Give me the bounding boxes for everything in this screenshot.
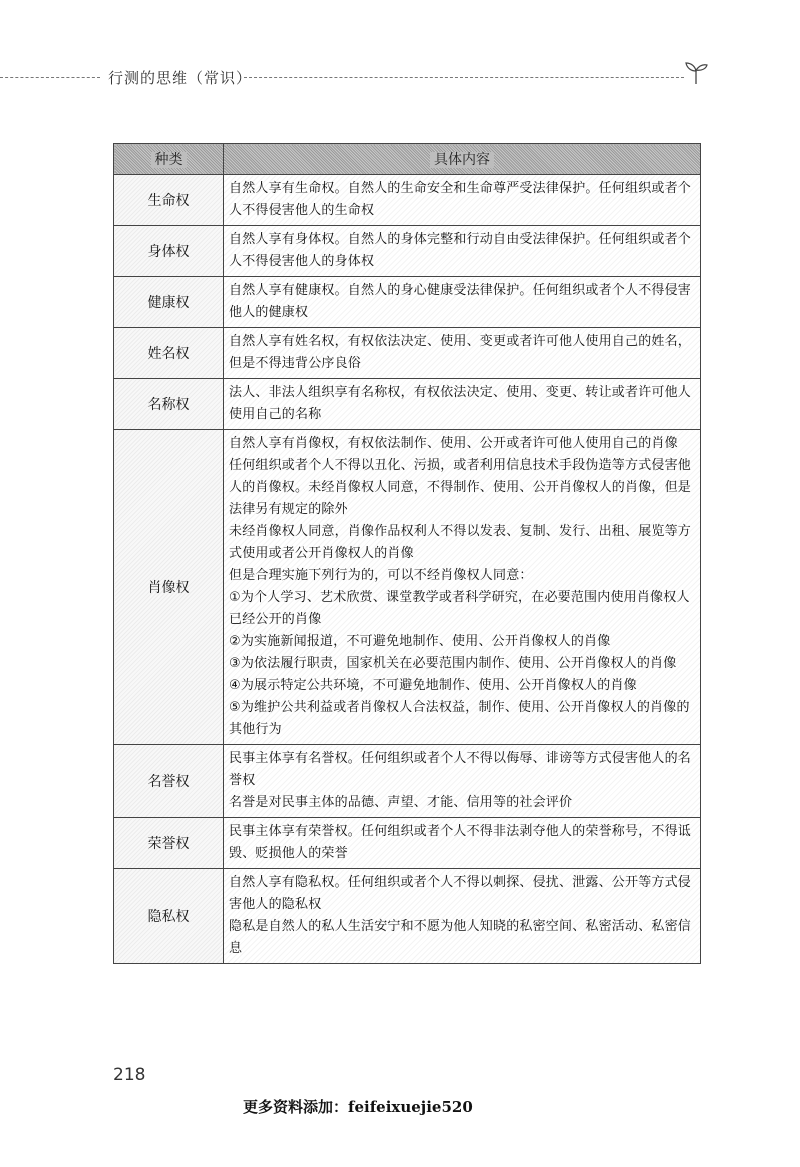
table-row [114,869,701,964]
content-paragraph: 名誉是对民事主体的品德、声望、才能、信用等的社会评价 [229,795,573,810]
page-header [0,58,800,88]
table-row [114,277,701,328]
table-row [114,328,701,379]
right-content-cell [224,379,701,430]
content-paragraph: ⑤为维护公共利益或者肖像权人合法权益，制作、使用、公开肖像权人的肖像的其他行为 [229,700,690,737]
content-paragraph: 自然人享有肖像权，有权依法制作、使用、公开或者许可他人使用自己的肖像 [229,436,678,451]
header-title: 行测的思维（常识） [108,69,253,87]
content-paragraph: 但是合理实施下列行为的，可以不经肖像权人同意： [229,568,533,583]
content-paragraph: 自然人享有身体权。自然人的身体完整和行动自由受法律保护。任何组织或者个人不得侵害他人的身体权 [229,232,692,269]
right-content-cell [224,818,701,869]
table-row [114,175,701,226]
right-kind-cell: 名誉权 [114,745,224,818]
right-content-cell [224,745,701,818]
content-paragraph: ①为个人学习、艺术欣赏、课堂教学或者科学研究，在必要范围内使用肖像权人已经公开的肖像 [229,590,690,627]
table-row [114,226,701,277]
right-kind-cell: 肖像权 [114,430,224,745]
content-paragraph: 法人、非法人组织享有名称权，有权依法决定、使用、变更、转让或者许可他人使用自己的名称 [229,385,692,422]
content-paragraph: 民事主体享有荣誉权。任何组织或者个人不得非法剥夺他人的荣誉称号，不得诋毁、贬损他人的荣誉 [229,824,692,861]
right-kind-cell: 名称权 [114,379,224,430]
table-row [114,818,701,869]
content-paragraph: ④为展示特定公共环境，不可避免地制作、使用、公开肖像权人的肖像 [229,678,637,693]
content-paragraph: 自然人享有隐私权。任何组织或者个人不得以刺探、侵扰、泄露、公开等方式侵害他人的隐私权 [229,875,692,912]
page-number: 218 [113,1065,146,1085]
content-paragraph: 民事主体享有名誉权。任何组织或者个人不得以侮辱、诽谤等方式侵害他人的名誉权 [229,751,692,788]
content-paragraph: 自然人享有姓名权，有权依法决定、使用、变更或者许可他人使用自己的姓名，但是不得违背公序良俗 [229,334,692,371]
content-paragraph: 隐私是自然人的私人生活安宁和不愿为他人知晓的私密空间、私密活动、私密信息 [229,919,692,956]
right-kind-cell: 健康权 [114,277,224,328]
table-row [114,379,701,430]
right-content-cell [224,430,701,745]
right-content-cell [224,226,701,277]
content-paragraph: ②为实施新闻报道，不可避免地制作、使用、公开肖像权人的肖像 [229,634,611,649]
right-content-cell [224,277,701,328]
header-rule-right [244,77,684,78]
right-content-cell [224,869,701,964]
right-kind-cell: 荣誉权 [114,818,224,869]
table-row [114,430,701,745]
content-paragraph: 自然人享有生命权。自然人的生命安全和生命尊严受法律保护。任何组织或者个人不得侵害他人的生命权 [229,181,692,218]
more-info-note: 更多资料添加：feifeixuejie520 [243,1098,473,1116]
right-kind-cell: 姓名权 [114,328,224,379]
right-kind-cell: 身体权 [114,226,224,277]
right-kind-cell: 生命权 [114,175,224,226]
header-rule-left [0,77,100,78]
column-header-kind: 种类 [114,144,224,175]
content-paragraph: ③为依法履行职责，国家机关在必要范围内制作、使用、公开肖像权人的肖像 [229,656,677,671]
right-kind-cell: 隐私权 [114,869,224,964]
column-header-content: 具体内容 [224,144,701,175]
table-row [114,745,701,818]
rights-table [113,143,701,964]
content-paragraph: 任何组织或者个人不得以丑化、污损，或者利用信息技术手段伪造等方式侵害他人的肖像权。未经肖像权人同意，不得制作、使用、公开肖像权人的肖像，但是法律另有规定的除外 [229,458,692,517]
right-content-cell [224,328,701,379]
table-body [114,175,701,964]
content-paragraph: 未经肖像权人同意，肖像作品权利人不得以发表、复制、发行、出租、展览等方式使用或者公开肖像权人的肖像 [229,524,692,561]
content-paragraph: 自然人享有健康权。自然人的身心健康受法律保护。任何组织或者个人不得侵害他人的健康权 [229,283,692,320]
table-header-row [114,144,701,175]
right-content-cell [224,175,701,226]
sprout-icon [682,58,710,86]
